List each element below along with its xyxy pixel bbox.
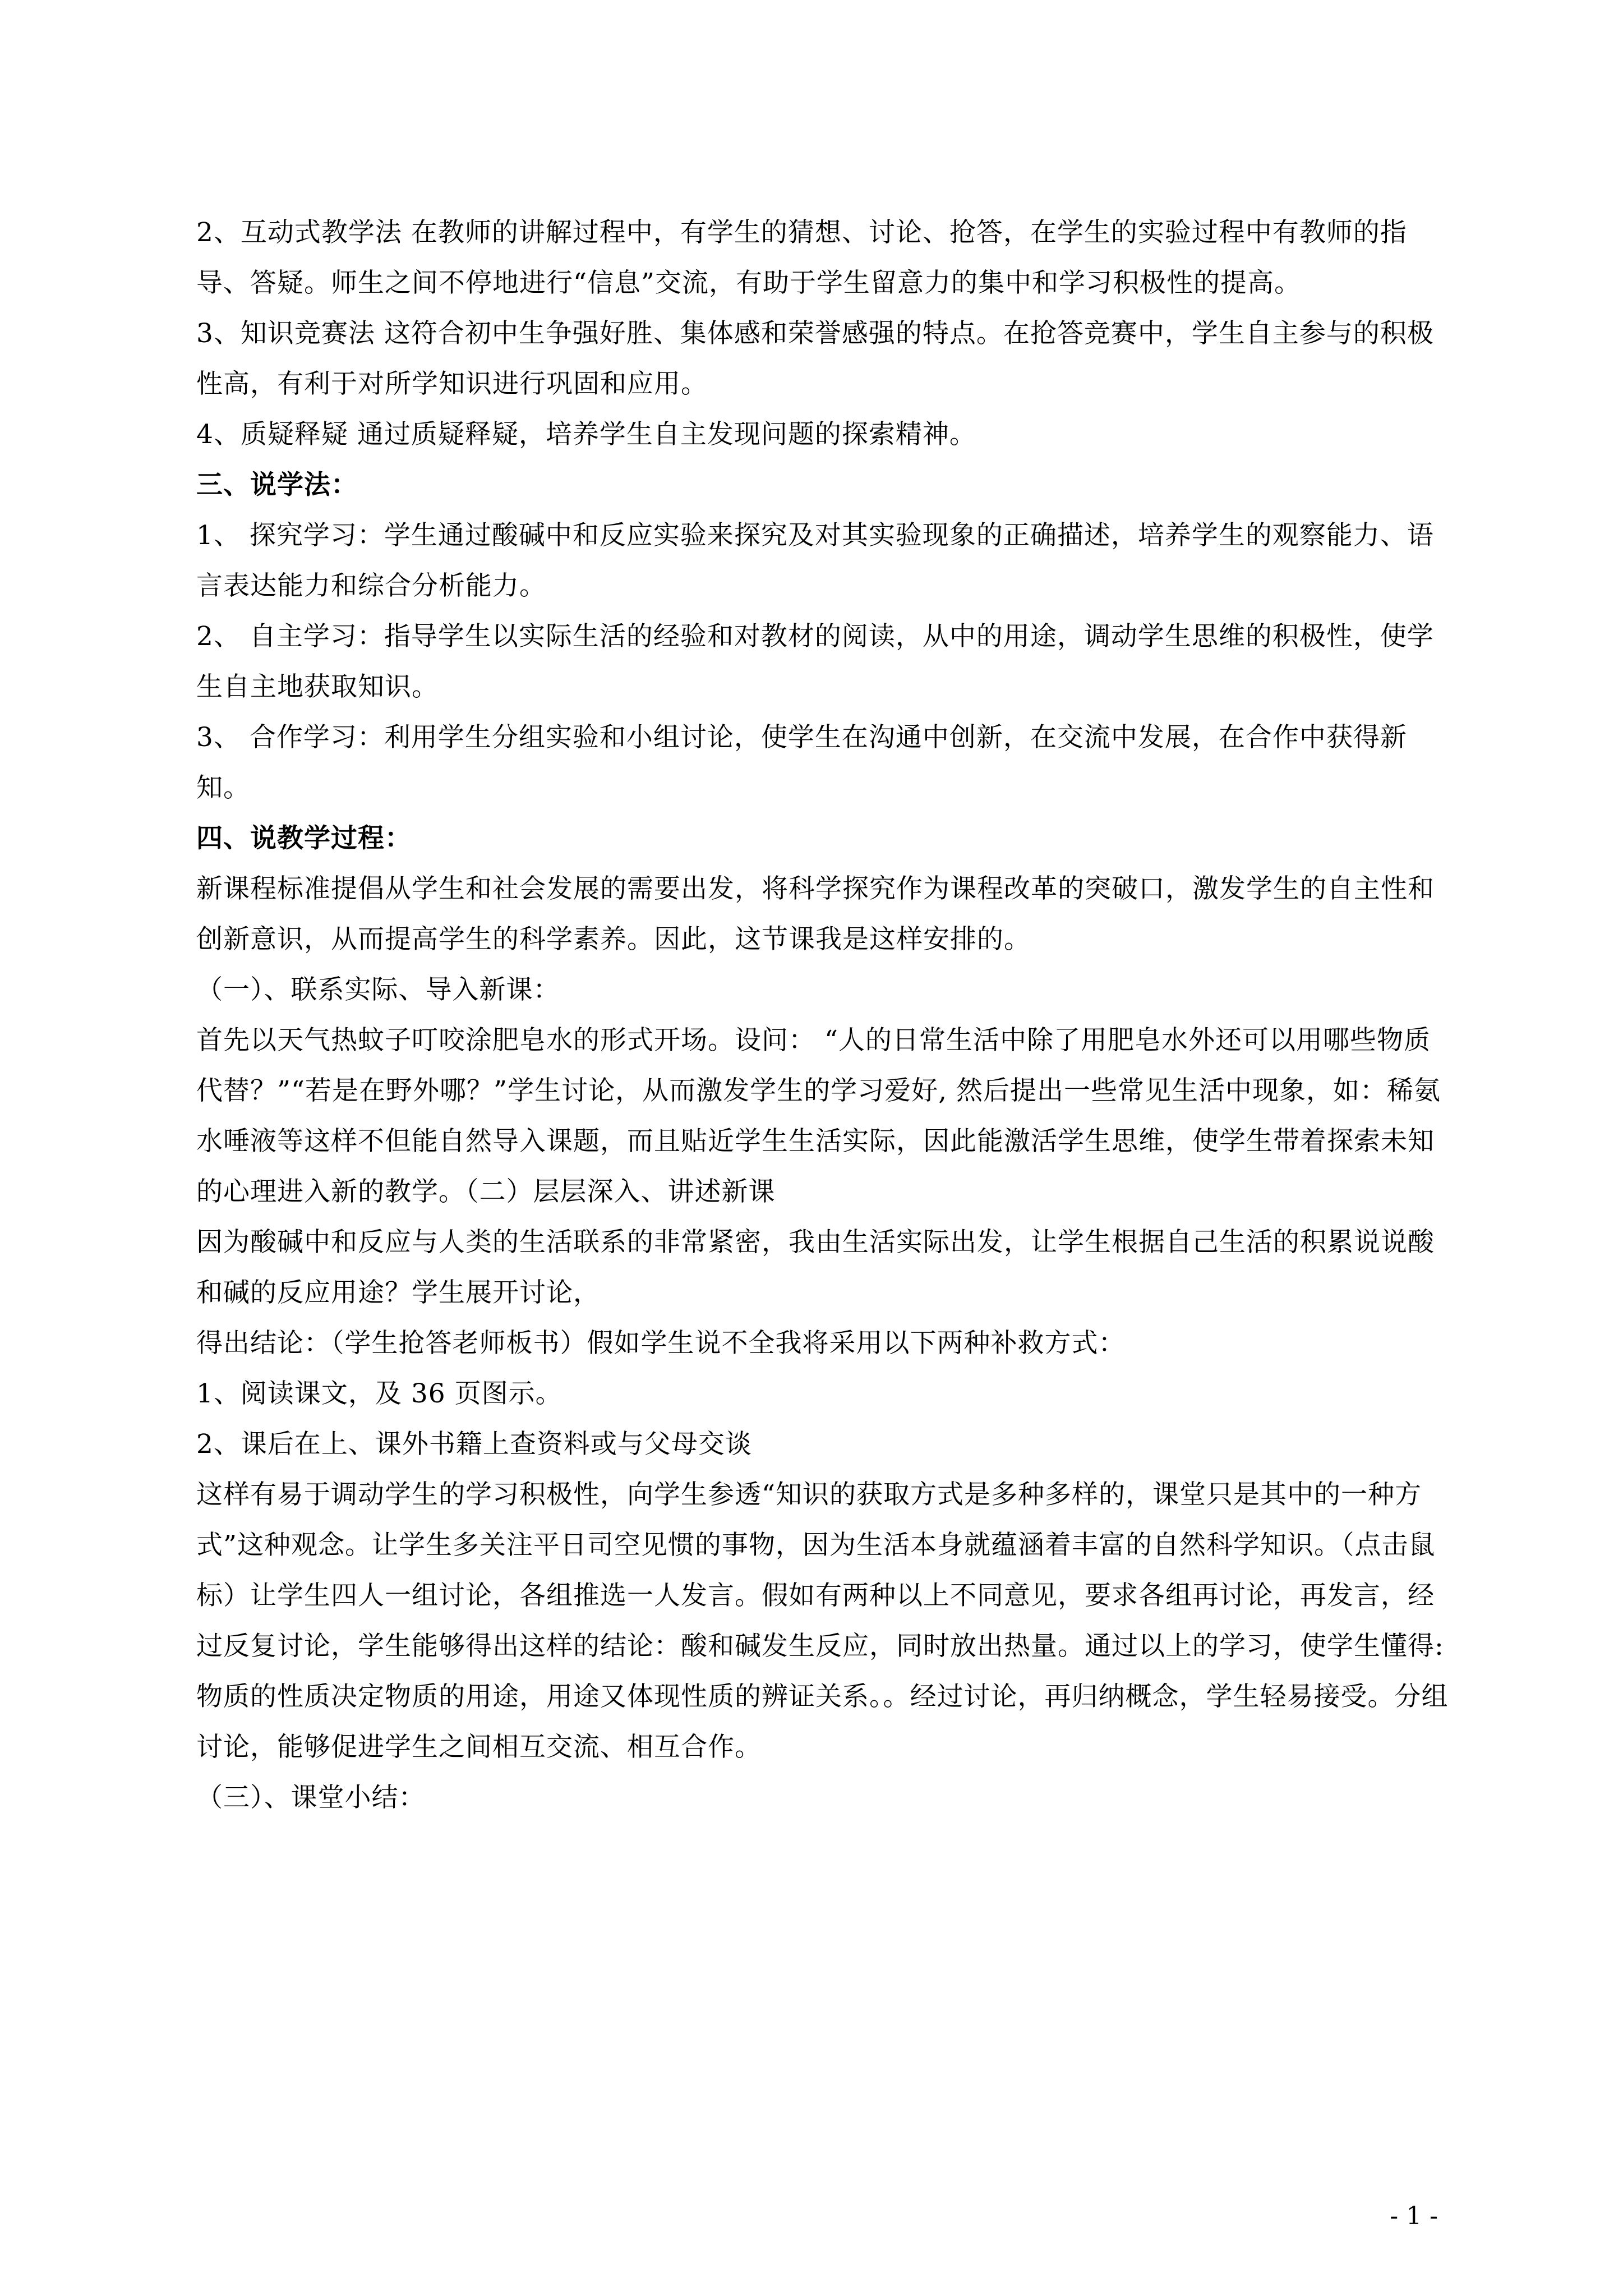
subheading-introduction: （一）、联系实际、导入新课： xyxy=(196,974,560,1005)
document-body xyxy=(196,208,1453,1823)
list-item-read-text: 1、阅读课文，及 36 页图示。 xyxy=(196,1378,562,1409)
paragraph-inquiry-learning: 1、 探究学习：学生通过酸碱中和反应实验来探究及对其实验现象的正确描述，培养学生的观察能力、语言表达能力和综合分析能力。 xyxy=(196,520,1434,601)
paragraph-opening: 首先以天气热蚊子叮咬涂肥皂水的形式开场。设问： “人的日常生活中除了用肥皂水外还可以用哪些物质代替？”“若是在野外哪？”学生讨论，从而激发学生的学习爱好, 然后提出一些常见生活中现象，如：稀氨水唾液等这样不但能自然导入课题，而且贴近学生生活实际，因此能激活学生思维，使学生带着探索未知的心理进入新的教学。（二）层层深入、讲述新课 xyxy=(196,1025,1441,1207)
paragraph-question-answer: 4、质疑释疑 通过质疑释疑，培养学生自主发现问题的探索精神。 xyxy=(196,419,976,450)
paragraph-self-learning: 2、 自主学习：指导学生以实际生活的经验和对教材的阅读，从中的用途，调动学生思维的积极性，使学生自主地获取知识。 xyxy=(196,621,1434,702)
paragraph-curriculum-standard: 新课程标准提倡从学生和社会发展的需要出发，将科学探究作为课程改革的突破口，激发学生的自主性和创新意识，从而提高学生的科学素养。因此，这节课我是这样安排的。 xyxy=(196,873,1435,955)
paragraph-acid-base-discussion: 因为酸碱中和反应与人类的生活联系的非常紧密，我由生活实际出发，让学生根据自己生活的积累说说酸和碱的反应用途？学生展开讨论， xyxy=(196,1227,1435,1308)
paragraph-conclusion-remedy: 得出结论：（学生抢答老师板书）假如学生说不全我将采用以下两种补救方式： xyxy=(196,1328,1126,1359)
paragraph-knowledge-contest: 3、知识竞赛法 这符合初中生争强好胜、集体感和荣誉感强的特点。在抢答竞赛中，学生自主参与的积极性高，有利于对所学知识进行巩固和应用。 xyxy=(196,318,1434,399)
page-number: - 1 - xyxy=(1390,2202,1438,2230)
subheading-summary: （三）、课堂小结： xyxy=(196,1782,426,1813)
paragraph-interactive-teaching: 2、互动式教学法 在教师的讲解过程中，有学生的猜想、讨论、抢答，在学生的实验过程中有教师的指导、答疑。师生之间不停地进行“信息”交流，有助于学生留意力的集中和学习积极性的提高。 xyxy=(196,217,1407,298)
section-heading-learning-methods: 三、说学法： xyxy=(196,470,358,500)
paragraph-motivation: 这样有易于调动学生的学习积极性，向学生参透“知识的获取方式是多种多样的，课堂只是其中的一种方式”这种观念。让学生多关注平日司空见惯的事物，因为生活本身就蕴涵着丰富的自然科学知识。（点击鼠标）让学生四人一组讨论，各组推选一人发言。假如有两种以上不同意见，要求各组再讨论，再发言，经过反复讨论，学生能够得出这样的结论：酸和碱发生反应，同时放出热量。通过以上的学习，使学生懂得: 物质的性质决定物质的用途，用途又体现性质的辨证关系。。经过讨论，再归纳概念，学生轻易接受。分组讨论，能够促进学生之间相互交流、相互合作。 xyxy=(196,1479,1449,1763)
section-heading-teaching-process: 四、说教学过程： xyxy=(196,823,412,854)
list-item-after-class: 2、课后在上、课外书籍上查资料或与父母交谈 xyxy=(196,1429,752,1460)
paragraph-cooperative-learning: 3、 合作学习：利用学生分组实验和小组讨论，使学生在沟通中创新，在交流中发展，在合作中获得新知。 xyxy=(196,722,1407,803)
